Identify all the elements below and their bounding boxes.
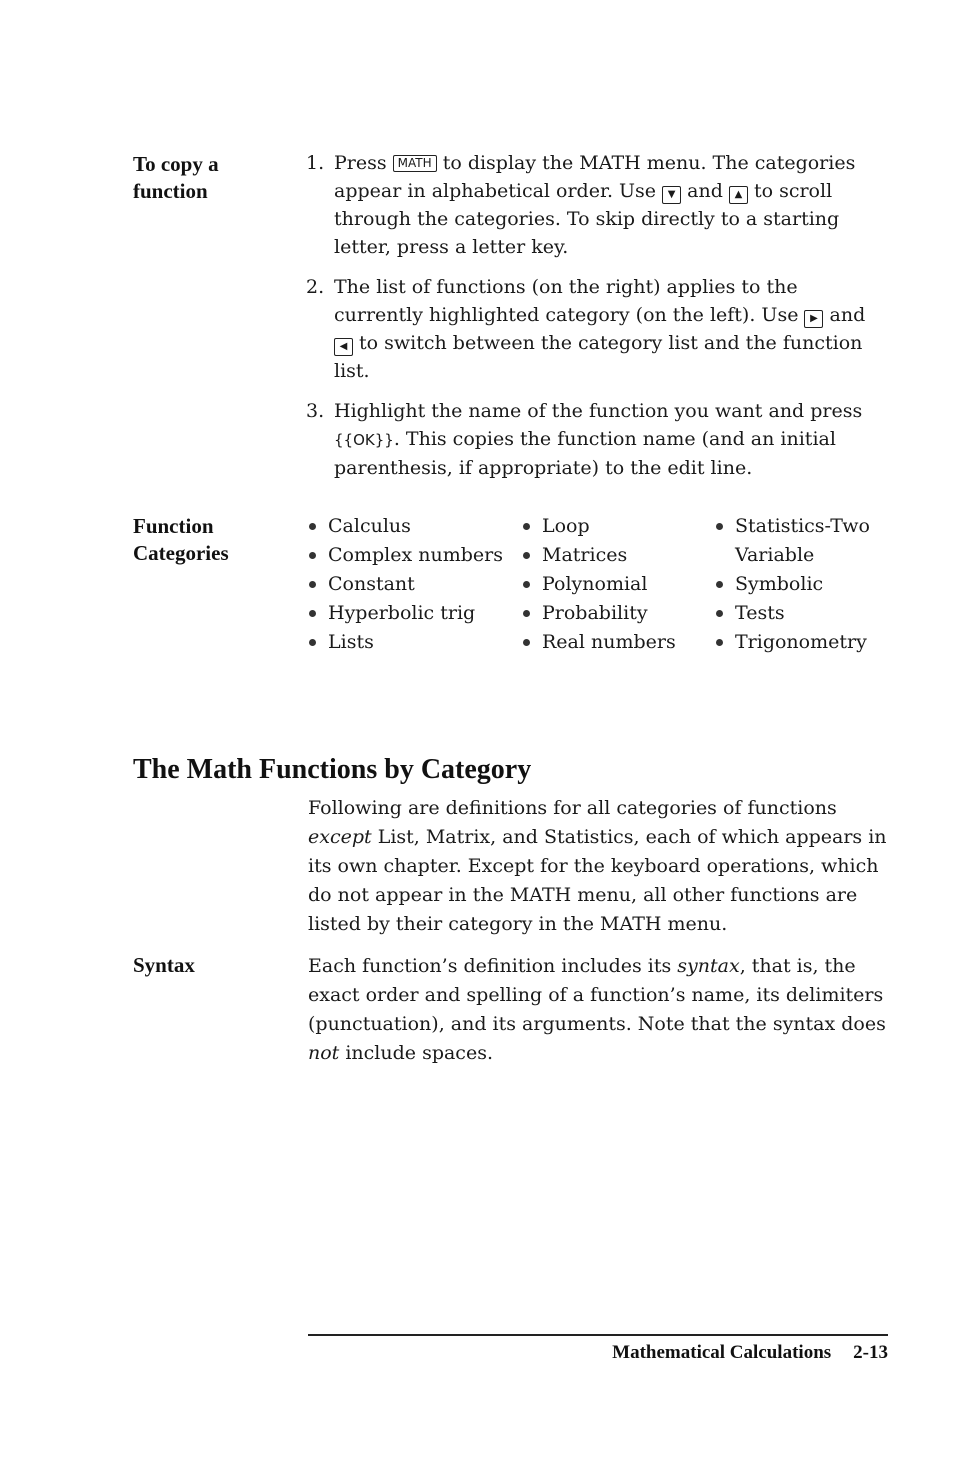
category-column-1 — [302, 512, 512, 657]
page-footer — [612, 1342, 888, 1364]
category-item: Real numbers — [516, 628, 706, 657]
ok-softkey: {{OK}} — [334, 431, 394, 449]
left-arrow-key-icon: ◀ — [334, 338, 353, 356]
down-arrow-key-icon: ▼ — [662, 186, 681, 204]
copy-steps-list — [300, 149, 880, 494]
category-item: Loop — [516, 512, 706, 541]
category-item: Trigonometry — [709, 628, 884, 657]
category-column-2 — [516, 512, 706, 657]
sidehead-function-categories: Function Categories — [133, 514, 229, 565]
sidehead-copy-function: To copy a function — [133, 152, 219, 203]
category-item: Lists — [302, 628, 512, 657]
footer-rule — [308, 1334, 888, 1336]
category-item: Matrices — [516, 541, 706, 570]
step-number: 1. — [306, 152, 325, 174]
step-number: 3. — [306, 400, 325, 422]
category-column-3 — [709, 512, 884, 657]
category-item: Calculus — [302, 512, 512, 541]
category-item: Hyperbolic trig — [302, 599, 512, 628]
footer-chapter: Mathematical Calculations — [612, 1342, 832, 1363]
section-intro: Following are definitions for all categories of functions except List, Matrix, and Statistics, each of which appears in its own chapter. Except for the keyboard operations, which do not appear in the MATH menu, all other functions are listed by their category in the MATH menu. — [308, 797, 887, 935]
right-arrow-key-icon: ▶ — [804, 310, 823, 328]
category-item: Polynomial — [516, 570, 706, 599]
category-item: Probability — [516, 599, 706, 628]
step-3: 3. Highlight the name of the function you want and press {{OK}}. This copies the function name (and an initial parenthesis, if appropriate) to the edit line. — [300, 397, 880, 482]
up-arrow-key-icon: ▲ — [729, 186, 748, 204]
category-item: Symbolic — [709, 570, 884, 599]
footer-page-number: 2-13 — [853, 1342, 888, 1363]
category-item: Complex numbers — [302, 541, 512, 570]
category-item: Constant — [302, 570, 512, 599]
math-key: MATH — [393, 155, 437, 172]
syntax-paragraph: Each function’s definition includes its syntax, that is, the exact order and spelling of a function’s name, its delimiters (punctuation), and its arguments. Note that the syntax does not include spaces. — [308, 955, 886, 1064]
step-1: 1. Press MATH to display the MATH menu. The categories appear in alphabetical order. Use ▼ and ▲ to scroll through the categories. To skip directly to a starting letter, press a letter key. — [300, 149, 880, 261]
category-item: Statistics-Two Variable — [709, 512, 884, 570]
step-number: 2. — [306, 276, 325, 298]
step-2: 2. The list of functions (on the right) applies to the currently highlighted category (on the left). Use ▶ and ◀ to switch between the category list and the function list. — [300, 273, 880, 385]
category-item: Tests — [709, 599, 884, 628]
sidehead-syntax: Syntax — [133, 953, 195, 977]
section-title: The Math Functions by Category — [133, 754, 532, 785]
